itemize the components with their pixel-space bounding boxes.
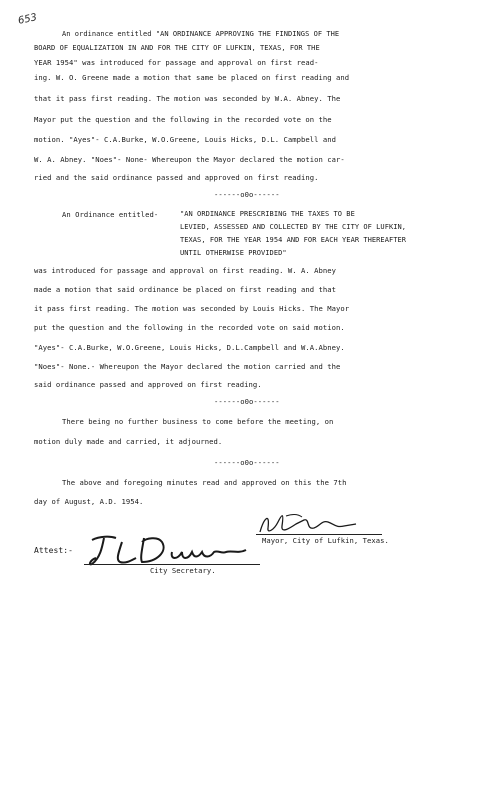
secretary-title: City Secretary. — [150, 566, 216, 575]
text-line: W. A. Abney. "Noes"- None- Whereupon the Mayor declared the motion car- — [34, 155, 345, 164]
separator: ------o0o------ — [214, 190, 280, 199]
separator: ------o0o------ — [214, 397, 280, 406]
page-number-stamp: 653 — [17, 12, 39, 27]
text-line: made a motion that said ordinance be placed on first reading and that — [34, 285, 337, 294]
text-line: YEAR 1954" was introduced for passage and approval on first read- — [34, 58, 319, 67]
mayor-title: Mayor, City of Lufkin, Texas. — [262, 536, 389, 545]
text-line: An ordinance entitled "AN ORDINANCE APPROVING THE FINDINGS OF THE — [62, 30, 340, 38]
ordinance-title-line: LEVIED, ASSESSED AND COLLECTED BY THE CITY OF LUFKIN, — [180, 223, 407, 231]
text-line: "Ayes"- C.A.Burke, W.O.Greene, Louis Hicks, D.L.Campbell and W.A.Abney. — [34, 343, 345, 352]
text-line: There being no further business to come before the meeting, on — [62, 417, 334, 426]
mayor-signature-line — [256, 534, 382, 535]
text-line: BOARD OF EQUALIZATION IN AND FOR THE CITY OF LUFKIN, TEXAS, FOR THE — [34, 44, 320, 52]
ordinance-title-line: "AN ORDINANCE PRESCRIBING THE TAXES TO BE — [180, 210, 355, 218]
ordinance-title-line: TEXAS, FOR THE YEAR 1954 AND FOR EACH YEAR THEREAFTER — [180, 236, 407, 244]
text-line: motion duly made and carried, it adjourned. — [34, 437, 223, 446]
text-line: said ordinance passed and approved on first reading. — [34, 380, 262, 389]
ordinance-title-line: UNTIL OTHERWISE PROVIDED" — [180, 249, 287, 257]
text-line: day of August, A.D. 1954. — [34, 497, 144, 506]
text-line: put the question and the following in the recorded vote on said motion. — [34, 323, 345, 332]
text-line: ing. W. O. Greene made a motion that same be placed on first reading and — [34, 73, 350, 82]
text-line: The above and foregoing minutes read and approved on this the 7th — [62, 478, 347, 487]
text-line: that it pass first reading. The motion was seconded by W.A. Abney. The — [34, 94, 341, 103]
text-line: Mayor put the question and the following in the recorded vote on the — [34, 115, 332, 124]
text-line: An Ordinance entitled- — [62, 210, 159, 219]
text-line: "Noes"- None.- Whereupon the Mayor declared the motion carried and the — [34, 362, 341, 371]
attest-label: Attest:- — [34, 546, 73, 555]
text-line: was introduced for passage and approval on first reading. W. A. Abney — [34, 266, 337, 275]
text-line: it pass first reading. The motion was seconded by Louis Hicks. The Mayor — [34, 304, 350, 313]
text-line: motion. "Ayes"- C.A.Burke, W.O.Greene, Louis Hicks, D.L. Campbell and — [34, 135, 337, 144]
secretary-signature-line — [84, 564, 260, 565]
text-line: ried and the said ordinance passed and approved on first reading. — [34, 173, 319, 182]
separator: ------o0o------ — [214, 458, 280, 467]
